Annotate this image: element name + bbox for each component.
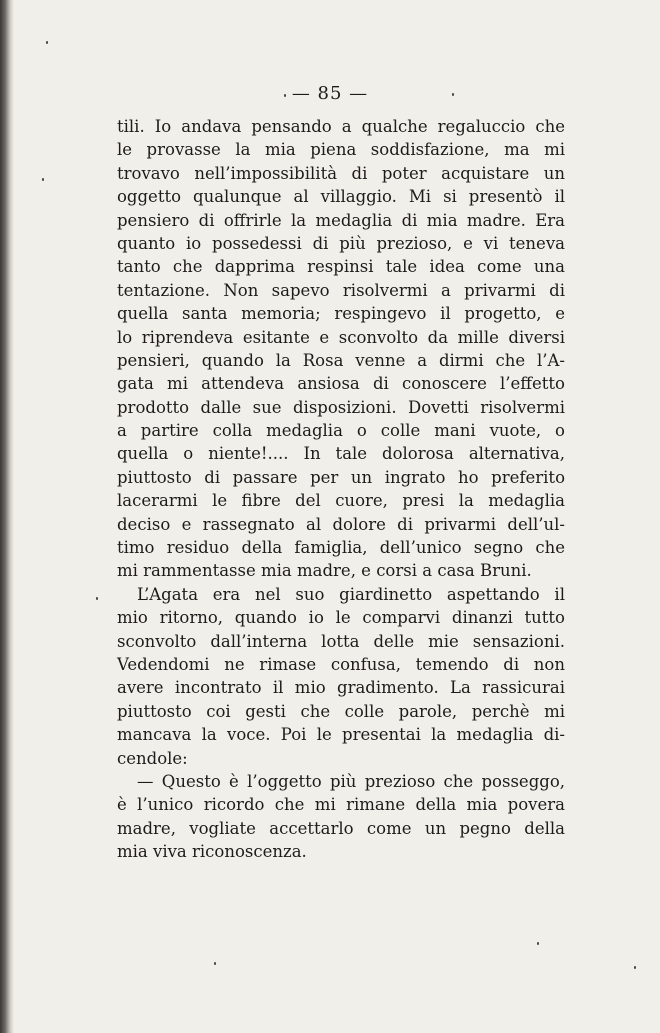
text-line: Vedendomi ne rimase confusa, temendo di non [117, 654, 565, 674]
paper-speck [96, 597, 98, 600]
text-line: è l’unico ricordo che mi rimane della mia povera [117, 795, 565, 815]
text-line: quella santa memoria; respingevo il progetto, e [117, 304, 565, 324]
body-text [117, 115, 565, 864]
text-line: mia viva riconoscenza. [117, 842, 307, 862]
text-line: L’Agata era nel suo giardinetto aspettando il [137, 584, 565, 604]
page-binding-edge [0, 0, 14, 1033]
text-line: quanto io possedessi di più prezioso, e vi teneva [117, 233, 565, 253]
page-number: — 85 — [291, 83, 369, 104]
text-line: timo residuo della famiglia, dell’unico segno che [117, 538, 565, 558]
paper-speck [42, 178, 44, 181]
paper-speck [537, 942, 539, 945]
text-line: madre, vogliate accettarlo come un pegno della [117, 818, 565, 838]
paper-speck [46, 41, 48, 44]
text-line: mi rammentasse mia madre, e corsi a casa Bruni. [117, 561, 532, 581]
text-line: tentazione. Non sapevo risolvermi a privarmi di [117, 280, 565, 300]
text-line: pensiero di offrirle la medaglia di mia madre. Era [117, 210, 565, 230]
text-line: piuttosto coi gesti che colle parole, perchè mi [117, 701, 565, 721]
text-line: pensieri, quando la Rosa venne a dirmi che l’A- [117, 350, 565, 370]
text-line: le provasse la mia piena soddisfazione, ma mi [117, 140, 565, 160]
text-line: tili. Io andava pensando a qualche regaluccio che [117, 117, 565, 136]
text-line: lo riprendeva esitante e sconvolto da mille diversi [117, 327, 565, 347]
text-line: cendole: [117, 748, 188, 768]
paper-speck [452, 93, 454, 96]
text-line: mio ritorno, quando io le comparvi dinanzi tutto [117, 608, 565, 628]
text-line: trovavo nell’impossibilità di poter acquistare un [117, 163, 565, 183]
text-line: piuttosto di passare per un ingrato ho preferito [117, 467, 565, 487]
text-line: gata mi attendeva ansiosa di conoscere l’effetto [117, 374, 565, 394]
paper-speck [214, 962, 216, 965]
text-line: quella o niente!.... In tale dolorosa alternativa, [117, 444, 565, 464]
text-line: deciso e rassegnato al dolore di privarmi dell’ul- [117, 514, 565, 534]
text-line: prodotto dalle sue disposizioni. Dovetti risolvermi [117, 397, 565, 417]
text-line: avere incontrato il mio gradimento. La rassicurai [117, 678, 565, 698]
paper-speck [284, 94, 286, 97]
text-line: sconvolto dall’interna lotta delle mie sensazioni. [117, 631, 565, 651]
text-line: a partire colla medaglia o colle mani vuote, o [117, 421, 565, 441]
text-line: mancava la voce. Poi le presentai la medaglia di- [117, 725, 565, 745]
text-line: oggetto qualunque al villaggio. Mi si presentò il [117, 187, 565, 207]
text-line: — Questo è l’oggetto più prezioso che posseggo, [137, 771, 565, 791]
text-line: tanto che dapprima respinsi tale idea come una [117, 257, 565, 277]
paper-speck [634, 966, 636, 969]
text-line: lacerarmi le fibre del cuore, presi la medaglia [117, 491, 565, 511]
